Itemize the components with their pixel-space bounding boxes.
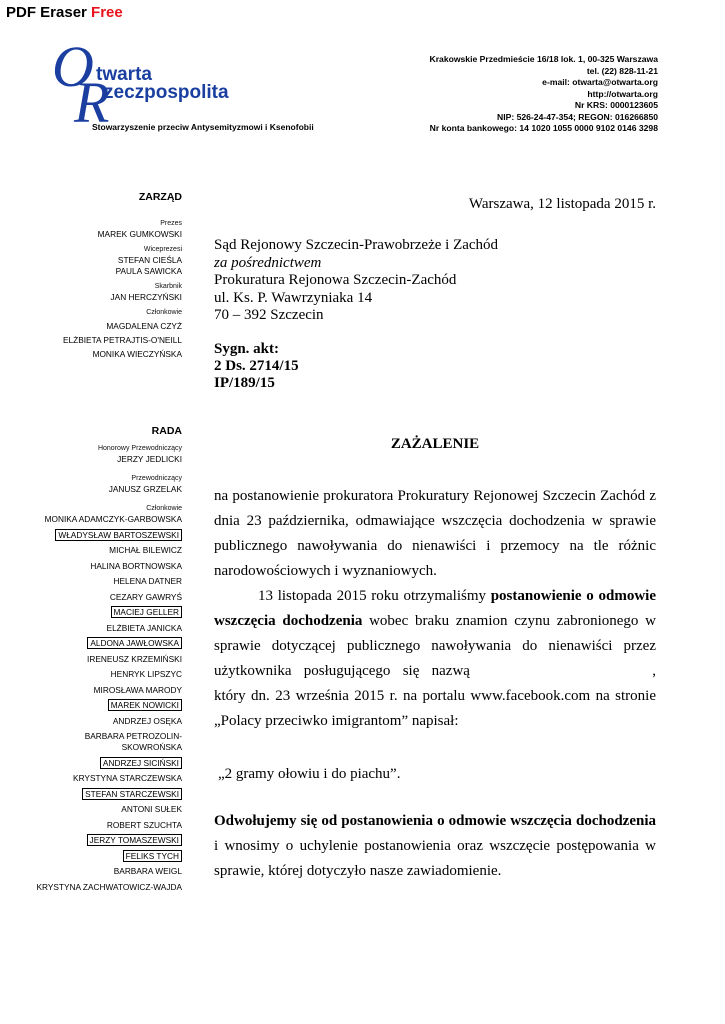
- recipient-city: 70 – 392 Szczecin: [214, 307, 324, 323]
- case-reference: [214, 341, 656, 392]
- rada-member-name-text: MIROSŁAWA MARODY: [93, 684, 182, 695]
- rada-member-name-text: MAREK NOWICKI: [108, 699, 182, 711]
- rada-member-name: [32, 731, 182, 753]
- role-label: Skarbnik: [154, 283, 182, 290]
- role-label: Przewodniczący: [131, 475, 182, 482]
- person-name: JAN HERCZYŃSKI: [110, 292, 182, 302]
- sidebar: [32, 191, 182, 892]
- text-run-bold: Odwołujemy się od postanowienia o odmowie wszczęcia dochodzenia: [214, 812, 656, 829]
- logo-initial-r: R: [74, 70, 110, 122]
- rada-member-name: [87, 638, 182, 649]
- rada-member-name-text: JERZY TOMASZEWSKI: [87, 834, 182, 846]
- person-name: MONIKA WIECZYŃSKA: [92, 349, 182, 359]
- role-label: Honorowy Przewodniczący: [97, 445, 182, 452]
- rada-member-name-text: CEZARY GAWRYŚ: [109, 591, 182, 602]
- rada-member-name-text: ALDONA JAWŁOWSKA: [87, 637, 182, 649]
- contact-phone: tel. (22) 828-11-21: [586, 65, 658, 76]
- zarzad-group: [32, 281, 182, 303]
- rada-member-name-text: FELIKS TYCH: [123, 850, 182, 862]
- rada-member-name-text: ROBERT SZUCHTA: [106, 819, 182, 830]
- rada-member-name-text: ANDRZEJ OSĘKA: [112, 715, 182, 726]
- rada-heading: RADA: [151, 425, 182, 437]
- watermark-text: PDF Eraser: [6, 4, 92, 21]
- paragraph-facts: [214, 584, 656, 734]
- zarzad-section: [32, 192, 182, 360]
- person-name: JERZY JEDLICKI: [117, 454, 182, 464]
- person-name: MAREK GUMKOWSKI: [97, 229, 182, 239]
- case-reference-label: Sygn. akt:: [214, 340, 280, 357]
- rada-member-name-text: IRENEUSZ KRZEMIŃSKI: [87, 653, 182, 664]
- text-run: i wnosimy o uchylenie postanowienia oraz wszczęcie postępowania w sprawie, której dotyczyło nasze zawiadomienie.: [214, 837, 656, 879]
- contact-block: [429, 54, 658, 135]
- rada-chair: [32, 473, 182, 495]
- rada-member-name-text: BARBARA PETROZOLIN-SKOWROŃSKA: [84, 731, 182, 752]
- rada-member-name: [107, 820, 182, 831]
- zarzad-group: [32, 218, 182, 240]
- rada-member-name: [87, 835, 182, 846]
- rada-member-name-text: HALINA BORTNOWSKA: [90, 560, 182, 571]
- zarzad-heading: ZARZĄD: [138, 191, 182, 203]
- paragraph-intro: na postanowienie prokuratora Prokuratury Rejonowej Szczecin Zachód z dnia 23 października, odmawiające wszczęcia dochodzenia w sprawie publicznego nawoływania do nienawiści i przemocy na tle różnic narodowościowych i wyznaniowych.: [214, 487, 656, 579]
- text-run: wobec braku znamion czynu zabronionego w sprawie dotyczącej publicznego nawoływania do nienawiści przez użytkownika posługującego się nazwą: [214, 612, 656, 679]
- zarzad-group: [32, 244, 182, 277]
- letter-body: [214, 196, 656, 884]
- rada-member-name-text: HELENA DATNER: [113, 576, 182, 586]
- logo-tagline: Stowarzyszenie przeciw Antysemityzmowi i Ksenofobii: [92, 122, 314, 132]
- recipient-court: Sąd Rejonowy Szczecin-Prawobrzeże i Zachód: [214, 237, 499, 253]
- organization-logo: [52, 40, 252, 122]
- rada-member-name: [113, 716, 182, 727]
- rada-member-name-text: MICHAŁ BILEWICZ: [109, 545, 182, 555]
- role-label: Prezes: [160, 220, 182, 227]
- rada-member-name-text: KRYSTYNA STARCZEWSKA: [73, 773, 182, 783]
- rada-member-name: [108, 700, 182, 711]
- rada-members: [32, 503, 182, 893]
- rada-member-name: [107, 623, 182, 634]
- rada-member-name: [45, 514, 182, 525]
- rada-member-name: [55, 530, 182, 541]
- rada-member-name-text: ELŻBIETA JANICKA: [106, 622, 182, 633]
- document-title: ZAŻALENIE: [390, 435, 480, 452]
- rada-member-name: [36, 882, 182, 893]
- rada-member-name: [123, 851, 182, 862]
- rada-member-name-text: ANDRZEJ SICIŃSKI: [100, 757, 182, 769]
- rada-member-name: [73, 773, 182, 784]
- recipient-street: ul. Ks. P. Wawrzyniaka 14: [214, 289, 373, 306]
- rada-member-name-text: BARBARA WEIGL: [113, 866, 182, 876]
- rada-member-name: [100, 758, 182, 769]
- zarzad-group: [32, 307, 182, 360]
- contact-address: Krakowskie Przedmieście 16/18 lok. 1, 00-325 Warszawa: [429, 54, 658, 64]
- paragraph-request: [214, 809, 656, 884]
- rada-section: [32, 426, 182, 897]
- rada-honorary: [32, 443, 182, 465]
- case-number-2: IP/189/15: [214, 374, 275, 391]
- quoted-post: „2 gramy ołowiu i do piachu”.: [218, 765, 401, 782]
- text-run-bold: postanowienie o odmowie wszczęcia dochodzenia: [214, 587, 656, 629]
- rada-member-name-text: WŁADYSŁAW BARTOSZEWSKI: [55, 529, 182, 541]
- rada-member-name: [111, 607, 182, 618]
- person-name: ELŻBIETA PETRAJTIS-O'NEILL: [63, 335, 182, 345]
- contact-krs: Nr KRS: 0000123605: [574, 100, 658, 110]
- watermark-free: Free: [91, 4, 123, 21]
- rada-member-name-text: STEFAN STARCZEWSKI: [82, 788, 182, 800]
- rada-member-name: [82, 789, 182, 800]
- text-run: , który dn. 23 września 2015 r. na portalu www.facebook.com na stronie „Polacy przeciwko imigrantom” napisał:: [214, 662, 656, 729]
- rada-member-name: [94, 685, 182, 696]
- contact-bank-account: Nr konta bankowego: 14 1020 1055 0000 9102 0146 3298: [429, 123, 658, 133]
- contact-email[interactable]: e-mail: otwarta@otwarta.org: [542, 77, 658, 87]
- person-name: JANUSZ GRZELAK: [108, 484, 182, 494]
- logo-line1: twarta: [96, 64, 152, 85]
- recipient-via: za pośrednictwem: [214, 254, 322, 271]
- watermark: [6, 4, 123, 21]
- rada-member-list: [32, 514, 182, 893]
- rada-member-name: [111, 669, 182, 680]
- person-name: MAGDALENA CZYŻ: [106, 321, 182, 331]
- person-name: STEFAN CIEŚLA: [117, 255, 182, 265]
- case-number-1: 2 Ds. 2714/15: [214, 357, 299, 374]
- rada-member-name: [87, 654, 182, 665]
- recipient-prosecutor: Prokuratura Rejonowa Szczecin-Zachód: [214, 272, 457, 288]
- logo-line2: zeczpospolita: [104, 82, 229, 103]
- rada-member-name: [114, 866, 182, 877]
- rada-member-name-text: MONIKA ADAMCZYK-GARBOWSKA: [44, 514, 182, 524]
- rada-member-name-text: KRYSTYNA ZACHWATOWICZ-WAJDA: [36, 881, 182, 892]
- letter-date: Warszawa, 12 listopada 2015 r.: [468, 196, 656, 212]
- role-label: Członkowie: [146, 309, 182, 316]
- rada-member-name: [110, 592, 182, 603]
- role-label: Członkowie: [146, 505, 182, 512]
- rada-member-name: [90, 561, 182, 572]
- recipient-address: [214, 237, 656, 325]
- contact-website[interactable]: http://otwarta.org: [587, 88, 658, 99]
- rada-member-name-text: ANTONI SUŁEK: [121, 804, 182, 814]
- person-name: PAULA SAWICKA: [115, 266, 182, 276]
- rada-member-name: [113, 576, 182, 587]
- rada-member-name-text: HENRYK LIPSZYC: [110, 669, 182, 679]
- role-label: Wiceprezesi: [143, 246, 182, 253]
- rada-member-name-text: MACIEJ GELLER: [111, 606, 182, 618]
- rada-member-name: [109, 545, 182, 556]
- contact-nip-regon: NIP: 526-24-47-354; REGON: 016266850: [497, 111, 658, 122]
- text-run: 13 listopada 2015 roku otrzymaliśmy: [258, 587, 491, 604]
- logo-initial-o: O: [52, 40, 94, 99]
- rada-member-name: [121, 804, 182, 815]
